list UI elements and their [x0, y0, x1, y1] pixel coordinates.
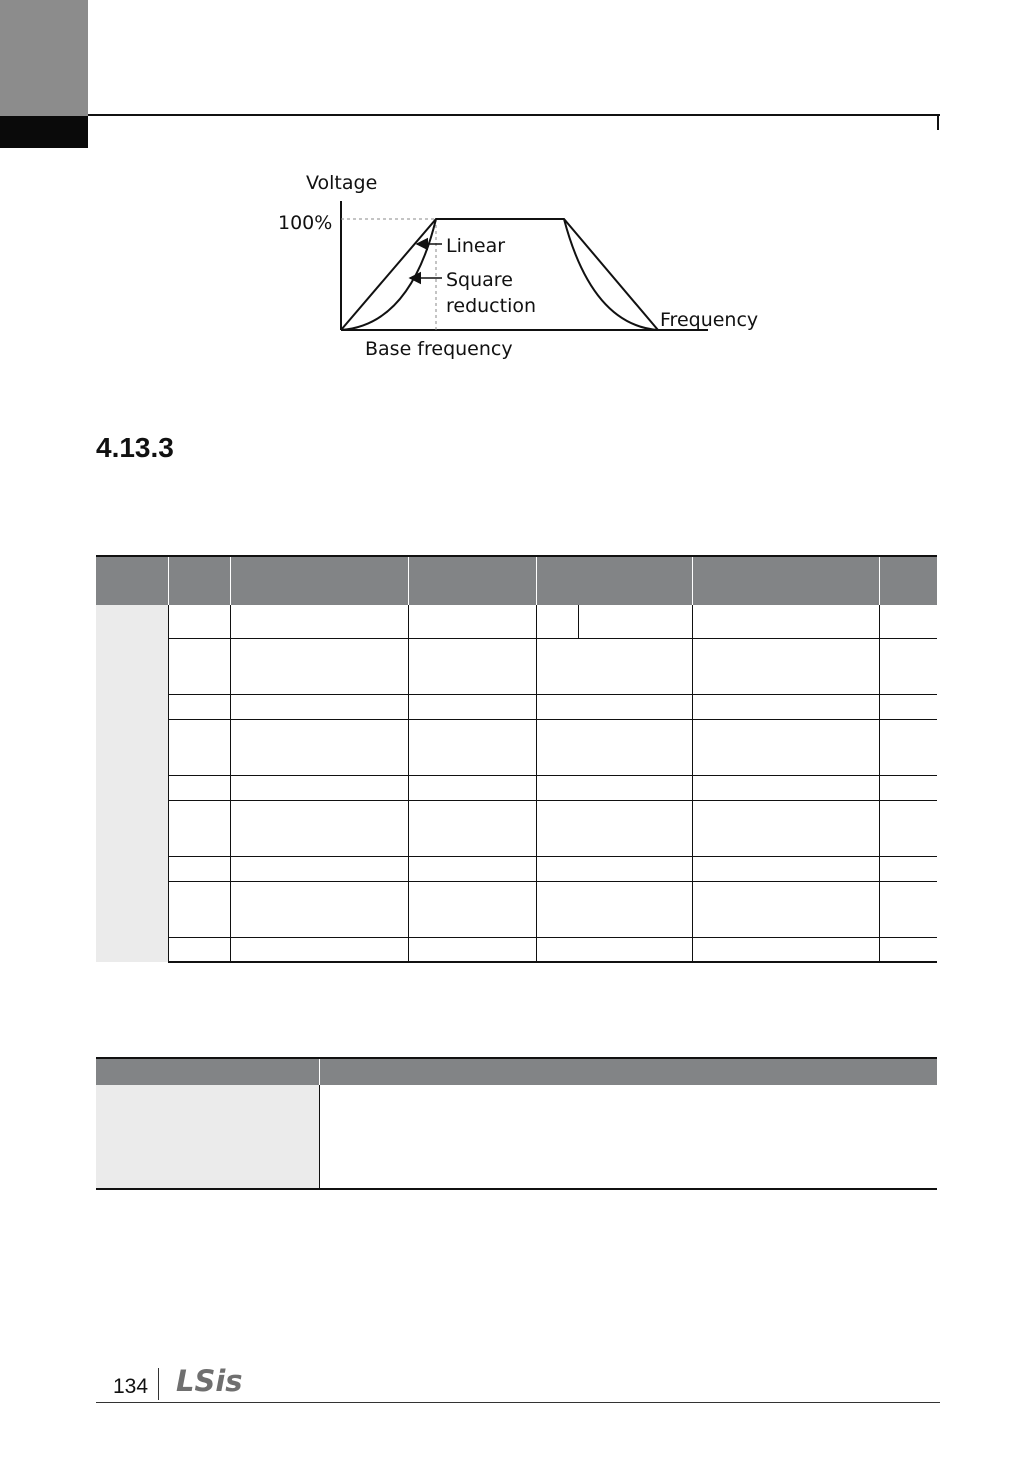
table-cell — [692, 605, 879, 638]
header-tick — [937, 114, 939, 130]
logo-text: LSis — [176, 1364, 243, 1396]
ls-is-logo — [176, 1362, 266, 1396]
header-cell — [536, 556, 692, 605]
table-cell — [692, 719, 879, 775]
header-cell — [408, 556, 536, 605]
table-cell — [168, 719, 230, 775]
table-cell — [168, 856, 230, 881]
table-cell — [408, 605, 536, 638]
table-cell — [168, 800, 230, 856]
table-cell — [692, 638, 879, 694]
table-row — [96, 937, 937, 962]
header-cell — [96, 1058, 319, 1085]
table-cell — [578, 605, 692, 638]
header-cell — [96, 556, 168, 605]
linear-label: Linear — [446, 235, 506, 257]
table-row — [96, 719, 937, 775]
header-rule — [88, 114, 940, 116]
description-cell — [319, 1085, 937, 1189]
table-header — [96, 556, 937, 605]
table-row — [96, 881, 937, 937]
table-cell — [408, 937, 536, 962]
table-cell — [536, 719, 692, 775]
table-cell — [692, 856, 879, 881]
table-cell — [536, 638, 692, 694]
voltage-axis-label: Voltage — [306, 172, 378, 194]
table-row — [96, 856, 937, 881]
voltage-frequency-diagram — [270, 165, 770, 370]
table-cell — [879, 638, 937, 694]
table-cell — [536, 881, 692, 937]
table-cell — [879, 605, 937, 638]
table-cell — [408, 775, 536, 800]
table-cell — [408, 881, 536, 937]
table-cell — [230, 719, 408, 775]
parameter-table — [96, 555, 937, 963]
table-cell — [230, 605, 408, 638]
header-cell — [230, 556, 408, 605]
footer-rule — [96, 1402, 940, 1403]
table-cell — [879, 800, 937, 856]
table-cell — [168, 775, 230, 800]
table-cell — [879, 775, 937, 800]
table-row — [96, 775, 937, 800]
table-cell — [536, 856, 692, 881]
side-tab-gray — [0, 0, 88, 116]
table-cell — [879, 881, 937, 937]
table-cell — [230, 775, 408, 800]
table-cell — [692, 881, 879, 937]
table-cell — [168, 638, 230, 694]
table-cell — [692, 775, 879, 800]
table-cell — [168, 694, 230, 719]
side-tab-black — [0, 116, 88, 148]
header-cell — [692, 556, 879, 605]
table-cell — [230, 881, 408, 937]
table-row — [96, 605, 937, 638]
table-cell — [692, 937, 879, 962]
table-cell — [536, 694, 692, 719]
table-cell — [536, 937, 692, 962]
table-cell — [230, 937, 408, 962]
table-cell — [230, 638, 408, 694]
square-label-line1: Square — [446, 269, 513, 291]
frequency-axis-label: Frequency — [660, 309, 759, 331]
table-cell — [692, 694, 879, 719]
table-cell — [408, 719, 536, 775]
description-table — [96, 1057, 937, 1190]
table-cell — [230, 800, 408, 856]
table-cell — [692, 800, 879, 856]
footer-divider — [158, 1368, 159, 1400]
table-header — [96, 1058, 937, 1085]
header-cell — [319, 1058, 937, 1085]
group-cell — [96, 605, 168, 962]
table-cell — [879, 719, 937, 775]
table-cell — [536, 775, 692, 800]
table-cell — [408, 856, 536, 881]
table-cell — [879, 856, 937, 881]
table-cell — [536, 800, 692, 856]
table-row — [96, 1085, 937, 1189]
table-cell — [230, 856, 408, 881]
table-cell — [879, 937, 937, 962]
table-cell — [408, 800, 536, 856]
table-cell — [168, 937, 230, 962]
square-label-line2: reduction — [446, 295, 537, 317]
section-number: 4.13.3 — [96, 432, 174, 463]
table-row — [96, 694, 937, 719]
table-cell — [230, 694, 408, 719]
code-cell — [96, 1085, 319, 1189]
table-cell — [168, 605, 230, 638]
table-cell — [408, 638, 536, 694]
base-frequency-label: Base frequency — [365, 338, 513, 360]
table-cell — [408, 694, 536, 719]
table-cell — [536, 605, 578, 638]
header-cell — [879, 556, 937, 605]
table-row — [96, 638, 937, 694]
table-cell — [879, 694, 937, 719]
table-row — [96, 800, 937, 856]
page-number: 134 — [113, 1375, 149, 1398]
table-cell — [168, 881, 230, 937]
header-cell — [168, 556, 230, 605]
hundred-percent-label: 100% — [278, 212, 333, 234]
